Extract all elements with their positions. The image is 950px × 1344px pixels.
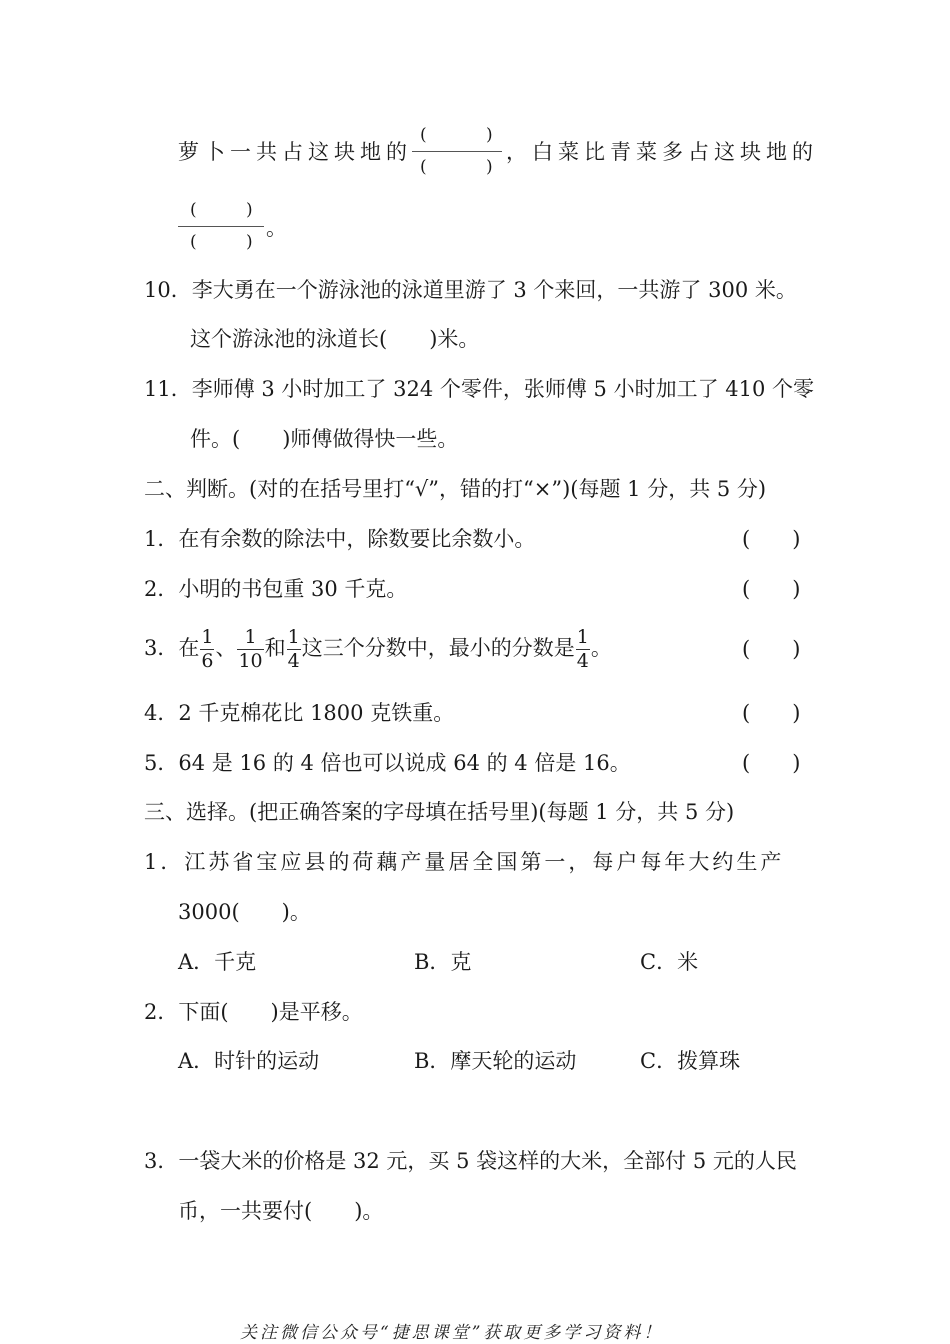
section3-title: 三、选择。(把正确答案的字母填在括号里)(每题 1 分，共 5 分) — [144, 800, 735, 824]
judge-item-2: 2．小明的书包重 30 千克。 — [144, 577, 408, 601]
choice-q1-option-b[interactable]: B．克 — [414, 950, 472, 974]
section2-title: 二、判断。(对的在括号里打“√”，错的打“×”)(每题 1 分，共 5 分) — [144, 477, 767, 501]
choice-q1-option-a[interactable]: A．千克 — [178, 950, 257, 974]
choice-q1-line1: 1．江苏省宝应县的荷藕产量居全国第一，每户每年大约生产 — [144, 850, 785, 874]
judge-answer-paren-3[interactable]: ( ) — [742, 637, 801, 661]
judge-answer-paren-1[interactable]: ( ) — [742, 527, 801, 551]
fraction-one-tenth: $\frac{1}{10}$ — [238, 626, 263, 672]
q9-fraction-blank-2: ( ) ( ) — [178, 197, 268, 255]
q10-line1: 10．李大勇在一个游泳池的泳道里游了 3 个来回，一共游了 300 米。 — [144, 278, 797, 302]
choice-q2-option-c[interactable]: C．拨算珠 — [640, 1049, 741, 1073]
q9-text-part1: 萝卜一共占这块地的 — [178, 140, 412, 164]
choice-q3-line2: 币，一共要付( )。 — [178, 1199, 384, 1223]
choice-q1-option-c[interactable]: C．米 — [640, 950, 699, 974]
choice-q2-option-a[interactable]: A．时针的运动 — [178, 1049, 320, 1073]
q9-text-part2: ，白菜比青菜多占这块地的 — [506, 140, 818, 164]
judge-answer-paren-5[interactable]: ( ) — [742, 751, 801, 775]
q10-line2: 这个游泳池的泳道长( )米。 — [190, 327, 480, 351]
judge-item-1: 1．在有余数的除法中，除数要比余数小。 — [144, 527, 536, 551]
choice-q3-line1: 3．一袋大米的价格是 32 元，买 5 袋这样的大米，全部付 5 元的人民 — [144, 1149, 797, 1173]
fraction-one-sixth: $\frac{1}{6}$ — [201, 626, 214, 672]
fraction-one-fourth-answer: $\frac{1}{4}$ — [576, 626, 589, 672]
judge-item-4: 4．2 千克棉花比 1800 克铁重。 — [144, 701, 455, 725]
judge-answer-paren-4[interactable]: ( ) — [742, 701, 801, 725]
judge-item-3: 3．在 $\frac{1}{6}$ 、 $\frac{1}{10}$ 和 $\frac{1}{4}$ 这三个分数中，最小的分数是 $\frac{1}{4}$ 。 — [144, 626, 612, 672]
q11-line2: 件。( )师傅做得快一些。 — [190, 427, 459, 451]
footer-wechat-notice: 关注微信公众号“捷思课堂”获取更多学习资料！ — [240, 1323, 664, 1343]
q9-period: 。 — [266, 216, 287, 240]
choice-q1-line2: 3000( )。 — [178, 900, 311, 924]
choice-q2-option-b[interactable]: B．摩天轮的运动 — [414, 1049, 577, 1073]
judge-answer-paren-2[interactable]: ( ) — [742, 577, 801, 601]
judge-item-5: 5．64 是 16 的 4 倍也可以说成 64 的 4 倍是 16。 — [144, 751, 631, 775]
q9-fraction-blank-1: ( ) ( ) — [412, 122, 502, 180]
choice-q2-line1: 2．下面( )是平移。 — [144, 1000, 363, 1024]
fraction-one-fourth: $\frac{1}{4}$ — [287, 626, 300, 672]
q11-line1: 11．李师傅 3 小时加工了 324 个零件，张师傅 5 小时加工了 410 个零 — [144, 377, 815, 401]
